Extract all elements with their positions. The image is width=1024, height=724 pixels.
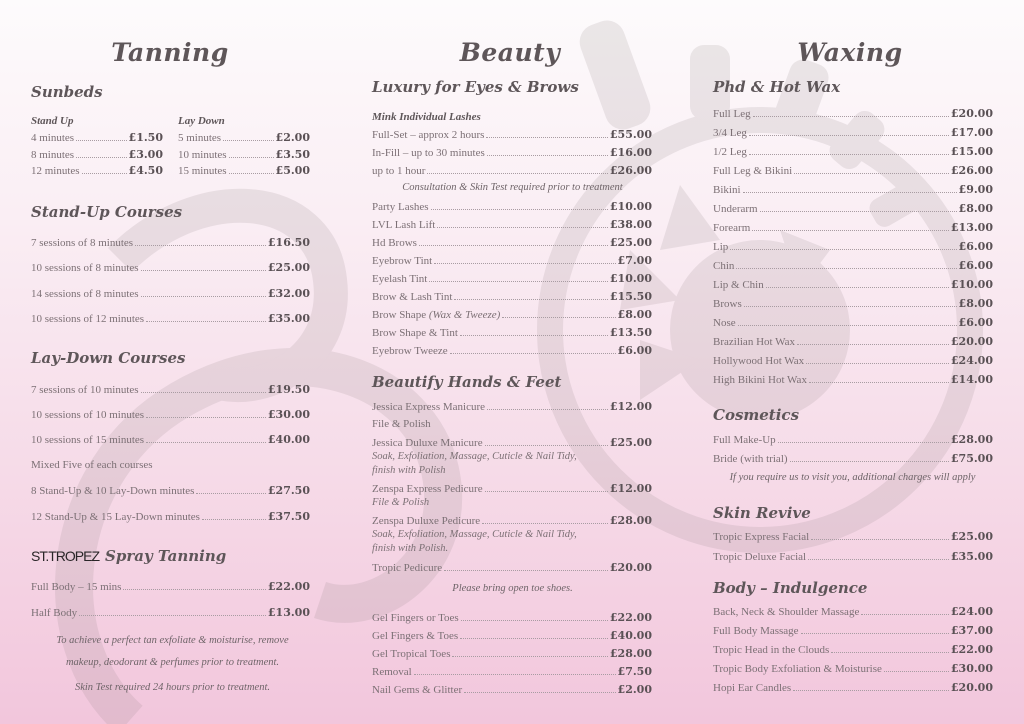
leader-dots	[749, 154, 949, 155]
price-row	[713, 530, 993, 543]
leader-dots	[831, 652, 949, 653]
price-row	[31, 408, 310, 421]
leader-dots	[730, 249, 956, 250]
price-row	[31, 131, 163, 144]
item-label: up to 1 hour	[372, 165, 426, 177]
price-row	[178, 131, 310, 144]
leader-dots	[429, 281, 608, 282]
spray-tanning-heading	[31, 547, 226, 565]
price-row	[372, 611, 652, 624]
leader-dots	[76, 157, 126, 158]
st-tropez-logo: ST.TROPEZ	[31, 548, 100, 564]
leader-dots	[202, 519, 266, 520]
item-price: £25.00	[609, 236, 652, 249]
item-label: Tropic Pedicure	[372, 562, 443, 574]
mink-lashes-label: Mink Individual Lashes	[372, 111, 481, 123]
mixed-courses-label: Mixed Five of each courses	[31, 459, 153, 471]
leader-dots	[82, 173, 127, 174]
item-price: £6.00	[958, 240, 993, 253]
item-price: £6.00	[958, 259, 993, 272]
waxing-title: Waxing	[797, 38, 903, 67]
item-price: £38.00	[609, 218, 652, 231]
item-price: £13.00	[950, 221, 993, 234]
price-row	[31, 287, 310, 300]
spray-note: makeup, deodorant & perfumes prior to treatment.	[65, 657, 280, 668]
leader-dots	[123, 589, 265, 590]
leader-dots	[793, 690, 949, 691]
item-label: Lip & Chin	[713, 279, 764, 291]
leader-dots	[437, 227, 608, 228]
leader-dots	[485, 491, 608, 492]
item-label: Full Body Massage	[713, 625, 799, 637]
item-label: 8 Stand-Up & 10 Lay-Down minutes	[31, 485, 195, 497]
price-row	[178, 164, 310, 177]
item-price: £1.50	[128, 131, 163, 144]
leader-dots	[485, 445, 608, 446]
item-price: £7.50	[617, 665, 652, 678]
item-price: £16.50	[267, 236, 310, 249]
leader-dots	[487, 409, 608, 410]
price-row	[713, 278, 993, 291]
item-label: High Bikini Hot Wax	[713, 374, 807, 386]
item-label: Gel Fingers & Toes	[372, 630, 459, 642]
item-label: Brow & Lash Tint	[372, 291, 453, 303]
item-label: Tropic Express Facial	[713, 531, 810, 543]
price-row	[372, 514, 652, 527]
item-price: £24.00	[950, 605, 993, 618]
item-label: 10 sessions of 15 minutes	[31, 434, 145, 446]
price-row	[372, 146, 652, 159]
price-row	[372, 236, 652, 249]
item-label: Hd Brows	[372, 237, 417, 249]
price-row	[372, 128, 652, 141]
leader-dots	[790, 461, 949, 462]
item-label: 15 minutes	[178, 165, 227, 177]
leader-dots	[502, 317, 615, 318]
leader-dots	[79, 615, 266, 616]
item-price: £15.50	[609, 290, 652, 303]
item-price: £30.00	[267, 408, 310, 421]
item-price: £10.00	[609, 200, 652, 213]
item-label: Back, Neck & Shoulder Massage	[713, 606, 860, 618]
item-label: Full Make-Up	[713, 434, 776, 446]
item-price: £5.00	[275, 164, 310, 177]
item-label: Brazilian Hot Wax	[713, 336, 796, 348]
leader-dots	[431, 209, 608, 210]
item-price: £35.00	[950, 550, 993, 563]
open-toe-note: Please bring open toe shoes.	[452, 583, 573, 594]
item-label: Full Leg	[713, 108, 751, 120]
price-row	[372, 164, 652, 177]
item-label: Tropic Head in the Clouds	[713, 644, 830, 656]
leader-dots	[794, 173, 949, 174]
item-label: 10 sessions of 10 minutes	[31, 409, 145, 421]
item-label: 12 minutes	[31, 165, 80, 177]
spray-tanning-title: Spray Tanning	[105, 547, 227, 565]
leader-dots	[743, 192, 957, 193]
leader-dots	[744, 306, 957, 307]
leader-dots	[146, 442, 266, 443]
hot-wax-heading: Phd & Hot Wax	[713, 78, 841, 96]
price-row	[713, 335, 993, 348]
item-price: £22.00	[267, 580, 310, 593]
leader-dots	[450, 353, 616, 354]
item-label: Gel Tropical Toes	[372, 648, 451, 660]
item-price: £35.00	[267, 312, 310, 325]
price-row	[372, 200, 652, 213]
price-row	[372, 272, 652, 285]
leader-dots	[801, 633, 949, 634]
item-label: Bride (with trial)	[713, 453, 788, 465]
leader-dots	[419, 245, 608, 246]
price-row	[713, 126, 993, 139]
item-label: Eyebrow Tint	[372, 255, 433, 267]
item-description: File & Polish	[372, 497, 430, 508]
leader-dots	[135, 245, 266, 246]
sunbeds-heading: Sunbeds	[31, 83, 103, 101]
price-row	[31, 236, 310, 249]
item-price: £4.50	[128, 164, 163, 177]
price-row	[372, 436, 652, 449]
price-row	[372, 344, 652, 357]
price-row	[713, 643, 993, 656]
price-row	[713, 452, 993, 465]
leader-dots	[760, 211, 957, 212]
item-label: Jessica Express Manicure	[372, 401, 486, 413]
item-label: 10 minutes	[178, 149, 227, 161]
item-label: Tropic Body Exfoliation & Moisturise	[713, 663, 882, 675]
price-row	[31, 580, 310, 593]
item-description: Soak, Exfoliation, Massage, Cuticle & Nail Tidy,	[372, 529, 577, 540]
price-row	[372, 254, 652, 267]
price-row	[372, 561, 652, 574]
item-label: Hopi Ear Candles	[713, 682, 792, 694]
item-price: £28.00	[609, 647, 652, 660]
item-label: Full-Set – approx 2 hours	[372, 129, 485, 141]
item-price: £26.00	[950, 164, 993, 177]
leader-dots	[460, 638, 608, 639]
price-row	[31, 383, 310, 396]
item-label-italic: (Wax & Tweeze)	[428, 309, 501, 321]
leader-dots	[460, 335, 608, 336]
spray-note: To achieve a perfect tan exfoliate & moisturise, remove	[56, 635, 289, 646]
leader-dots	[486, 137, 607, 138]
item-label: Brow Shape & Tint	[372, 327, 458, 339]
item-label: Nose	[713, 317, 736, 329]
price-row	[372, 308, 652, 321]
leader-dots	[434, 263, 615, 264]
price-row	[713, 624, 993, 637]
item-price: £55.00	[609, 128, 652, 141]
item-price: £9.00	[958, 183, 993, 196]
body-indulgence-heading: Body – Indulgence	[713, 579, 868, 597]
leader-dots	[482, 523, 608, 524]
price-row	[31, 312, 310, 325]
price-row	[713, 240, 993, 253]
price-row	[713, 297, 993, 310]
tanning-title: Tanning	[111, 38, 229, 67]
item-label: 12 Stand-Up & 15 Lay-Down minutes	[31, 511, 200, 523]
item-price: £75.00	[950, 452, 993, 465]
item-price: £27.50	[267, 484, 310, 497]
leader-dots	[753, 116, 949, 117]
leader-dots	[223, 140, 273, 141]
item-label: Forearm	[713, 222, 751, 234]
leader-dots	[861, 614, 949, 615]
item-price: £3.00	[128, 148, 163, 161]
item-price: £8.00	[958, 202, 993, 215]
item-label: In-Fill – up to 30 minutes	[372, 147, 485, 159]
item-price: £40.00	[267, 433, 310, 446]
item-price: £19.50	[267, 383, 310, 396]
leader-dots	[797, 344, 949, 345]
item-description: finish with Polish	[372, 465, 446, 476]
item-price: £15.00	[950, 145, 993, 158]
leader-dots	[736, 268, 956, 269]
item-price: £40.00	[609, 629, 652, 642]
leader-dots	[444, 570, 608, 571]
item-price: £32.00	[267, 287, 310, 300]
price-row	[713, 221, 993, 234]
price-row	[713, 550, 993, 563]
item-label: Party Lashes	[372, 201, 429, 213]
item-price: £8.00	[958, 297, 993, 310]
item-description: finish with Polish.	[372, 543, 449, 554]
item-price: £16.00	[609, 146, 652, 159]
item-price: £12.00	[609, 482, 652, 495]
price-row	[713, 681, 993, 694]
item-description: Soak, Exfoliation, Massage, Cuticle & Nail Tidy,	[372, 451, 577, 462]
item-price: £25.00	[609, 436, 652, 449]
leader-dots	[811, 539, 949, 540]
item-label: Removal	[372, 666, 412, 678]
item-price: £25.00	[267, 261, 310, 274]
price-row	[31, 148, 163, 161]
leader-dots	[141, 392, 266, 393]
price-row	[31, 261, 310, 274]
item-price: £28.00	[609, 514, 652, 527]
price-row	[713, 259, 993, 272]
item-label: Eyelash Tint	[372, 273, 428, 285]
leader-dots	[229, 157, 274, 158]
item-label: 7 sessions of 8 minutes	[31, 237, 134, 249]
price-row	[372, 290, 652, 303]
leader-dots	[749, 135, 949, 136]
leader-dots	[766, 287, 949, 288]
leader-dots	[414, 674, 616, 675]
item-price: £6.00	[958, 316, 993, 329]
price-row	[31, 433, 310, 446]
price-row	[372, 665, 652, 678]
item-price: £13.50	[609, 326, 652, 339]
item-label	[372, 309, 500, 321]
item-price: £14.00	[950, 373, 993, 386]
item-label: Full Leg & Bikini	[713, 165, 793, 177]
item-label: Jessica Duluxe Manicure	[372, 437, 483, 449]
price-row	[713, 107, 993, 120]
price-row	[713, 145, 993, 158]
leader-dots	[146, 417, 266, 418]
item-price: £22.00	[609, 611, 652, 624]
leader-dots	[146, 321, 266, 322]
eyes-brows-heading: Luxury for Eyes & Brows	[372, 78, 579, 96]
price-row	[31, 606, 310, 619]
item-label: LVL Lash Lift	[372, 219, 436, 231]
leader-dots	[487, 155, 608, 156]
item-label: Underarm	[713, 203, 758, 215]
item-price: £26.00	[609, 164, 652, 177]
cosmetics-heading: Cosmetics	[713, 406, 800, 424]
leader-dots	[808, 559, 949, 560]
item-price: £20.00	[950, 335, 993, 348]
item-label: Gel Fingers or Toes	[372, 612, 459, 624]
price-row	[713, 605, 993, 618]
leader-dots	[806, 363, 949, 364]
item-price: £8.00	[617, 308, 652, 321]
price-row	[372, 683, 652, 696]
standup-courses-heading: Stand-Up Courses	[31, 203, 183, 221]
item-label: 14 sessions of 8 minutes	[31, 288, 139, 300]
leader-dots	[141, 296, 266, 297]
price-row	[713, 183, 993, 196]
leader-dots	[778, 442, 949, 443]
beauty-title: Beauty	[459, 38, 561, 67]
item-price: £17.00	[950, 126, 993, 139]
item-price: £6.00	[617, 344, 652, 357]
stand-up-label: Stand Up	[31, 115, 74, 127]
leader-dots	[464, 692, 615, 693]
item-price: £37.50	[267, 510, 310, 523]
item-label-main: Brow Shape	[372, 309, 427, 321]
item-label: 3/4 Leg	[713, 127, 747, 139]
price-row	[372, 647, 652, 660]
item-label: Nail Gems & Glitter	[372, 684, 463, 696]
item-price: £12.00	[609, 400, 652, 413]
leader-dots	[76, 140, 126, 141]
item-price: £20.00	[950, 681, 993, 694]
lay-down-label: Lay Down	[178, 115, 225, 127]
price-row	[713, 164, 993, 177]
price-row	[31, 510, 310, 523]
item-price: £25.00	[950, 530, 993, 543]
consultation-note: Consultation & Skin Test required prior to treatment	[402, 182, 623, 193]
item-price: £22.00	[950, 643, 993, 656]
item-label: Hollywood Hot Wax	[713, 355, 805, 367]
leader-dots	[141, 270, 266, 271]
leader-dots	[427, 173, 607, 174]
item-price: £3.50	[275, 148, 310, 161]
item-label: Chin	[713, 260, 735, 272]
item-label: Zenspa Express Pedicure	[372, 483, 483, 495]
skin-revive-heading: Skin Revive	[713, 504, 811, 522]
price-row	[372, 482, 652, 495]
item-label: 1/2 Leg	[713, 146, 747, 158]
laydown-courses-heading: Lay-Down Courses	[31, 349, 186, 367]
item-price: £10.00	[609, 272, 652, 285]
price-row	[178, 148, 310, 161]
hands-feet-heading: Beautify Hands & Feet	[372, 373, 562, 391]
price-row	[31, 484, 310, 497]
price-row	[372, 400, 652, 413]
item-label: 4 minutes	[31, 132, 75, 144]
item-label: 7 sessions of 10 minutes	[31, 384, 139, 396]
price-row	[31, 164, 163, 177]
item-label: Brows	[713, 298, 742, 310]
visit-charges-note: If you require us to visit you, additional charges will apply	[729, 472, 976, 483]
price-row	[372, 326, 652, 339]
item-description: File & Polish	[372, 418, 431, 430]
leader-dots	[196, 493, 265, 494]
spray-note: Skin Test required 24 hours prior to treatment.	[74, 682, 271, 693]
price-row	[713, 433, 993, 446]
item-label: 10 sessions of 12 minutes	[31, 313, 145, 325]
price-row	[713, 354, 993, 367]
price-row	[713, 202, 993, 215]
leader-dots	[884, 671, 949, 672]
leader-dots	[738, 325, 957, 326]
item-price: £7.00	[617, 254, 652, 267]
item-price: £10.00	[950, 278, 993, 291]
item-price: £30.00	[950, 662, 993, 675]
item-label: Tropic Deluxe Facial	[713, 551, 807, 563]
item-label: 8 minutes	[31, 149, 75, 161]
item-price: £20.00	[609, 561, 652, 574]
leader-dots	[229, 173, 274, 174]
leader-dots	[809, 382, 949, 383]
leader-dots	[752, 230, 949, 231]
item-label: Eyebrow Tweeze	[372, 345, 448, 357]
price-row	[713, 373, 993, 386]
item-label: Full Body – 15 mins	[31, 581, 122, 593]
item-price: £28.00	[950, 433, 993, 446]
price-row	[372, 218, 652, 231]
leader-dots	[454, 299, 608, 300]
item-label: Bikini	[713, 184, 741, 196]
item-label: 5 minutes	[178, 132, 222, 144]
price-row	[713, 316, 993, 329]
leader-dots	[452, 656, 607, 657]
item-price: £20.00	[950, 107, 993, 120]
item-label: Zenspa Duluxe Pedicure	[372, 515, 481, 527]
item-label: 10 sessions of 8 minutes	[31, 262, 139, 274]
price-row	[372, 629, 652, 642]
item-price: £2.00	[275, 131, 310, 144]
item-price: £2.00	[617, 683, 652, 696]
item-label: Lip	[713, 241, 729, 253]
item-label: Half Body	[31, 607, 78, 619]
price-row	[713, 662, 993, 675]
leader-dots	[461, 620, 608, 621]
item-price: £24.00	[950, 354, 993, 367]
item-price: £13.00	[267, 606, 310, 619]
item-price: £37.00	[950, 624, 993, 637]
